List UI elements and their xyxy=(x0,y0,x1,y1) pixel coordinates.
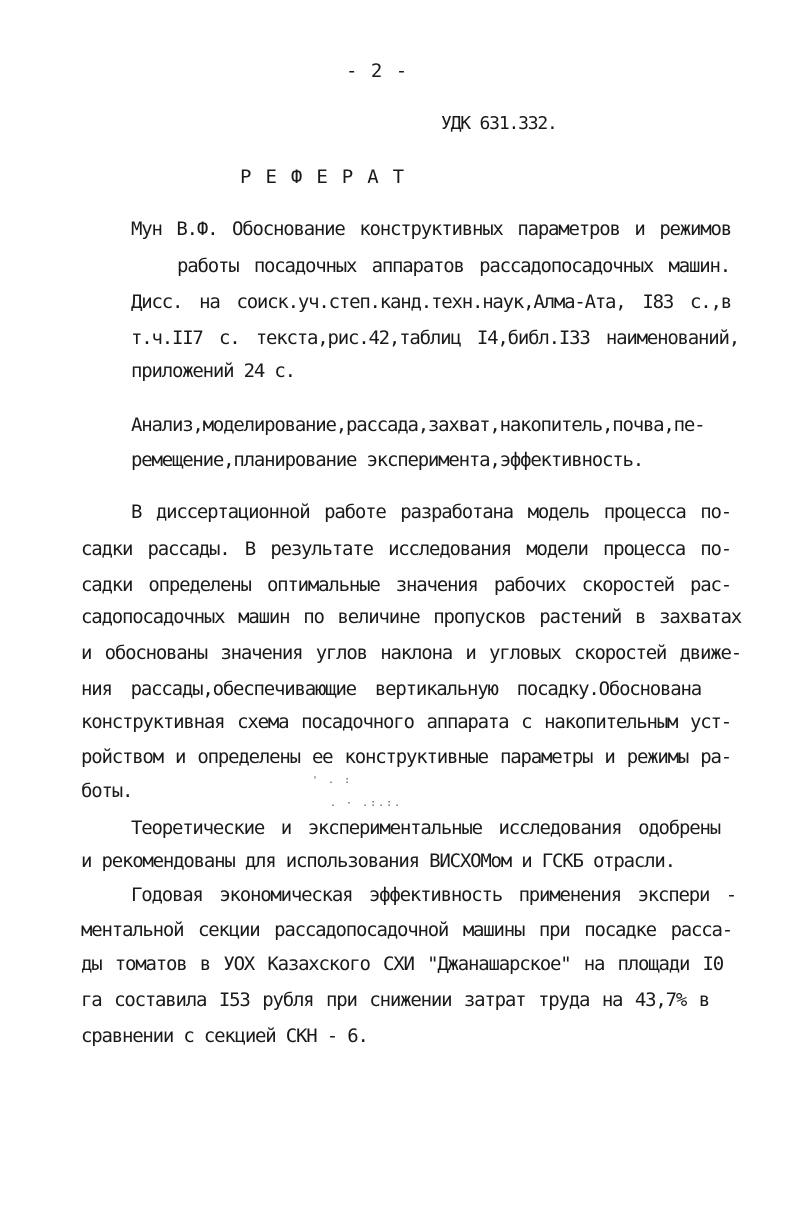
abstract-line: конструктивная схема посадочного аппарата с накопительным уст- xyxy=(81,711,731,733)
keywords-line: Анализ,моделирование,рассада,захват,накопитель,почва,пе- xyxy=(131,414,705,436)
abstract-line: ройством и определены ее конструктивные параметры и режимы ра- xyxy=(81,746,731,768)
keywords-line: ремещение,планирование эксперимента,эффективность. xyxy=(131,449,643,471)
reference-line: Мун В.Ф. Обоснование конструктивных параметров и режимов xyxy=(131,218,731,240)
recommendation-line: Теоретические и экспериментальные исследования одобрены xyxy=(131,817,720,839)
abstract-line: садки определены оптимальные значения рабочих скоростей рас- xyxy=(81,574,731,596)
abstract-line: садки рассады. В результате исследования модели процесса по- xyxy=(81,538,731,560)
reference-line: Дисс. на соиск.уч.степ.канд.техн.наук,Алма-Ата, I83 с.,в xyxy=(131,291,731,313)
abstract-line: ния рассады,обеспечивающие вертикальную посадку.Обоснована xyxy=(81,678,701,700)
efficiency-line: сравнении с секцией СКН - 6. xyxy=(81,1025,368,1047)
abstract-line: боты. xyxy=(81,780,133,802)
efficiency-line: Годовая экономическая эффективность применения экспери - xyxy=(131,884,736,906)
scan-artifact: ' . : xyxy=(312,775,353,786)
abstract-line: и обоснованы значения углов наклона и угловых скоростей движе- xyxy=(81,642,741,664)
abstract-line: садопосадочных машин по величине пропусков растений в захватах xyxy=(81,606,741,628)
reference-line: работы посадочных аппаратов рассадопосадочных машин. xyxy=(177,255,730,277)
efficiency-line: ментальной секции рассадопосадочной машины при посадке расса- xyxy=(81,919,732,941)
efficiency-line: га составила I53 рубля при снижении затрат труда на 43,7% в xyxy=(81,989,709,1011)
reference-line: приложений 24 с. xyxy=(131,360,295,382)
section-heading: РЕФЕРАТ xyxy=(240,166,419,188)
scan-artifact: . · .:.:. xyxy=(330,798,403,809)
recommendation-line: и рекомендованы для использования ВИСХОМом и ГСКБ отрасли. xyxy=(81,850,675,872)
reference-line: т.ч.II7 с. текста,рис.42,таблиц I4,библ.I33 наименований, xyxy=(131,327,739,349)
udk-code: УДК 631.332. xyxy=(441,113,557,134)
page-number: - 2 - xyxy=(346,60,409,82)
abstract-line: В диссертационной работе разработана модель процесса по- xyxy=(131,501,731,523)
efficiency-line: ды томатов в УОХ Казахского СХИ "Джанашарское" на площади I0 xyxy=(81,953,723,975)
